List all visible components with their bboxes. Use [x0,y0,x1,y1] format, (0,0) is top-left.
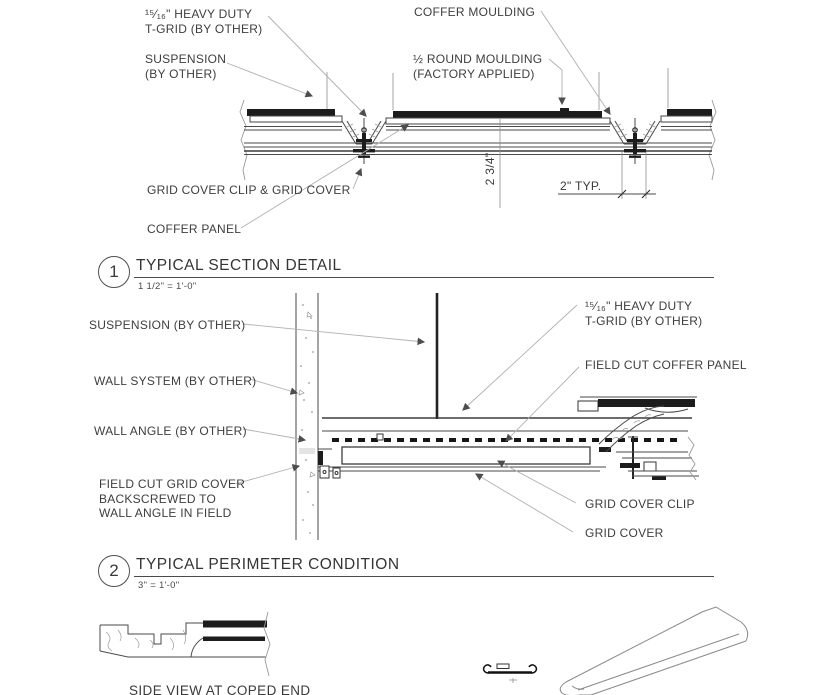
label-coffer-moulding: COFFER MOULDING [414,5,536,19]
label-wall-system: WALL SYSTEM (BY OTHER) [94,374,257,388]
label-field-cut-grid-cover: FIELD CUT GRID COVER BACKSCREWED TO WALL ANGLE IN FIELD [99,477,246,520]
label-tgrid-d1: ¹⁵⁄₁₆" HEAVY DUTY T-GRID (BY OTHER) [145,7,263,36]
wall-angle-assembly [318,449,340,478]
side-view-caption: SIDE VIEW AT COPED END [129,683,311,695]
label-half-round-moulding: ½ ROUND MOULDING (FACTORY APPLIED) [413,52,543,81]
label-tgrid-d2: ¹⁵⁄₁₆" HEAVY DUTY T-GRID (BY OTHER) [585,299,703,328]
label-grid-cover-clip-d2: GRID COVER CLIP [585,497,695,511]
detail1-header [98,256,738,296]
detail1-title-rule [134,277,714,278]
coffer-joint-left [342,118,386,164]
detail1-number-badge: 1 [98,256,130,288]
label-grid-cover: GRID COVER [585,526,664,540]
moulding-isometric-drawing [560,607,747,695]
dimension-height: 2 3/4" [483,152,497,186]
label-grid-cover-clip-d1: GRID COVER CLIP & GRID COVER [147,183,351,197]
label-wall-angle: WALL ANGLE (BY OTHER) [94,424,247,438]
label-coffer-panel: COFFER PANEL [147,222,242,236]
detail2-title-rule [134,576,714,577]
grid-cover-clip-section-drawing [484,664,537,683]
detail1-title: TYPICAL SECTION DETAIL [136,257,342,274]
label-field-cut-coffer-panel: FIELD CUT COFFER PANEL [585,358,747,372]
detail2-header [98,555,738,595]
side-view-coped-end-drawing [100,612,270,676]
detail1-scale: 1 1/2" = 1'-0" [138,281,197,292]
detail2-title: TYPICAL PERIMETER CONDITION [136,556,400,573]
label-suspension-d2: SUSPENSION (BY OTHER) [89,318,246,332]
coffer-joint-right [610,118,660,164]
detail2-scale: 3" = 1'-0" [138,580,180,591]
label-suspension-d1: SUSPENSION (BY OTHER) [145,52,227,81]
detail2-number-badge: 2 [98,555,130,587]
dimension-width-typ: 2" TYP. [560,179,602,193]
dimension-lines [500,119,656,208]
